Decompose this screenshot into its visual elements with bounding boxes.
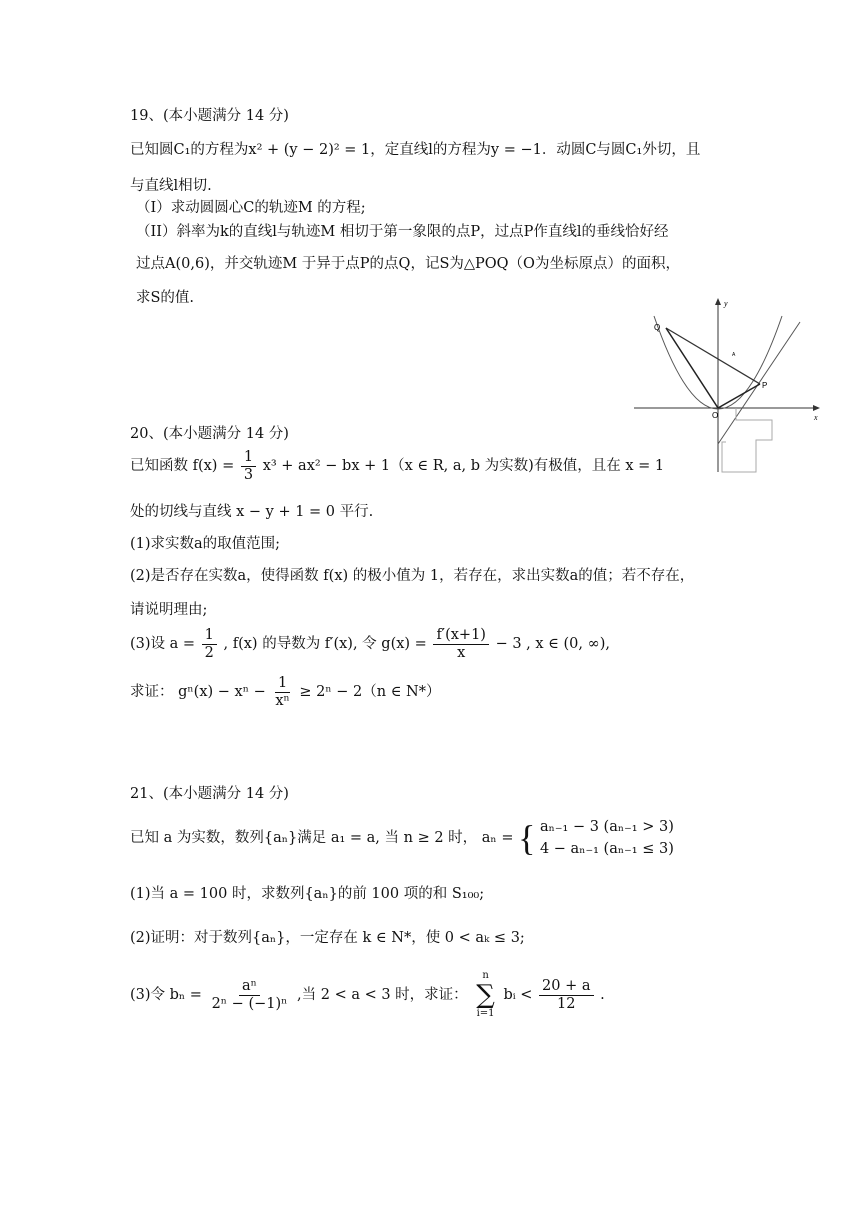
q20-prove-post: ≥ 2ⁿ − 2（n ∈ N*） — [299, 684, 441, 700]
q19-part1: （Ⅰ）求动圆圆心C的轨迹M 的方程; — [136, 200, 366, 216]
q19-line2: 与直线l相切. — [130, 178, 212, 194]
frac-den: x — [457, 644, 466, 661]
frac-den: 2 — [204, 644, 214, 661]
q20-part3 — [130, 624, 610, 664]
label-q: Q — [654, 323, 661, 332]
q21-header: 21、(本小题满分 14 分) — [130, 786, 289, 802]
frac-den: 3 — [243, 466, 254, 483]
frac-den: 2ⁿ − (−1)ⁿ — [211, 995, 288, 1012]
frac-num: aⁿ — [239, 978, 260, 996]
x-axis-arrow — [813, 405, 820, 411]
q19-part2a: （II）斜率为k的直线l与轨迹M 相切于第一象限的点P，过点P作直线l的垂线恰好经 — [136, 224, 669, 240]
q19-part2b: 过点A(0,6)，并交轨迹M 于异于点P的点Q，记S为△POQ（O为坐标原点）的面积， — [136, 256, 680, 272]
q19-line1: 已知圆C₁的方程为x² + (y − 2)² = 1，定直线l的方程为y = −1．动圆C与圆C₁外切，且 — [130, 142, 701, 158]
frac-num: f′(x+1) — [433, 627, 489, 645]
q21-frac-bn — [209, 978, 291, 1013]
frac-den: xⁿ — [275, 692, 290, 709]
frac-num: 1 — [275, 675, 290, 693]
q21-part3 — [130, 970, 605, 1020]
q21-part3-end: . — [600, 987, 605, 1003]
q19-part2c: 求S的值. — [136, 290, 195, 306]
q20-frac-one-third — [241, 449, 256, 484]
line-op — [718, 384, 760, 408]
x-axis-label: x — [814, 413, 818, 422]
y-axis-label: y — [724, 299, 728, 308]
label-a: A — [732, 352, 736, 358]
q20-part3-mid: , f(x) 的导数为 f′(x), 令 g(x) = — [223, 636, 427, 652]
left-brace: { — [518, 818, 536, 858]
sum-bottom: i=1 — [476, 1008, 495, 1019]
q21-line1 — [130, 814, 674, 862]
q20-line2: 处的切线与直线 x − y + 1 = 0 平行. — [130, 504, 374, 520]
q21-case1: aₙ₋₁ − 3 (aₙ₋₁ > 3) — [539, 819, 674, 835]
q20-frac-one-half — [202, 627, 217, 662]
frac-num: 1 — [202, 627, 217, 645]
q21-part3-pre: (3)令 bₙ = — [130, 987, 202, 1003]
q20-line1-post: x³ + ax² − bx + 1（x ∈ R, a, b 为实数)有极值，且在 x = 1 — [262, 458, 665, 474]
frac-num: 1 — [241, 449, 256, 467]
q21-sum-term: bᵢ < — [503, 987, 533, 1003]
label-o: O — [712, 411, 719, 420]
q21-part1: (1)当 a = 100 时，求数列{aₙ}的前 100 项的和 S₁₀₀; — [130, 886, 485, 902]
q21-cases — [540, 816, 674, 860]
frac-den: 12 — [557, 995, 576, 1012]
sum-top: n — [482, 970, 489, 981]
sum-symbol: ∑ — [476, 980, 495, 1010]
q21-case2: 4 − aₙ₋₁ (aₙ₋₁ ≤ 3) — [539, 841, 674, 857]
summation — [476, 970, 495, 1020]
q20-header: 20、(本小题满分 14 分) — [130, 426, 289, 442]
q20-part3-pre: (3)设 a = — [130, 636, 196, 652]
q19-header: 19、(本小题满分 14 分) — [130, 108, 289, 124]
q21-part3-mid: ,当 2 < a < 3 时，求证： — [297, 987, 468, 1003]
y-axis-arrow — [715, 298, 721, 305]
q21-frac-bound — [539, 978, 593, 1013]
q20-part1: (1)求实数a的取值范围; — [130, 536, 281, 552]
q21-line1-text: 已知 a 为实数，数列{aₙ}满足 a₁ = a, 当 n ≥ 2 时， aₙ = — [130, 830, 514, 846]
line-qo — [666, 328, 718, 408]
q20-frac-g — [433, 627, 489, 662]
frac-num: 20 + a — [539, 978, 593, 996]
q20-part2a: (2)是否存在实数a，使得函数 f(x) 的极小值为 1，若存在，求出实数a的值；若不存在， — [130, 568, 695, 584]
q21-part2: (2)证明：对于数列{aₙ}，一定存在 k ∈ N*，使 0 < aₖ ≤ 3; — [130, 930, 525, 946]
decorative-frame — [722, 408, 772, 472]
q20-line1 — [130, 446, 664, 486]
q20-frac-inv-xn — [272, 675, 292, 710]
q20-prove — [130, 672, 440, 712]
q20-part2b: 请说明理由; — [130, 602, 208, 618]
q20-line1-pre: 已知函数 f(x) = — [130, 458, 235, 474]
q20-part3-post: − 3 , x ∈ (0, ∞), — [495, 636, 610, 652]
q20-prove-pre: 求证： gⁿ(x) − xⁿ − — [130, 684, 266, 700]
label-p: P — [762, 381, 768, 390]
